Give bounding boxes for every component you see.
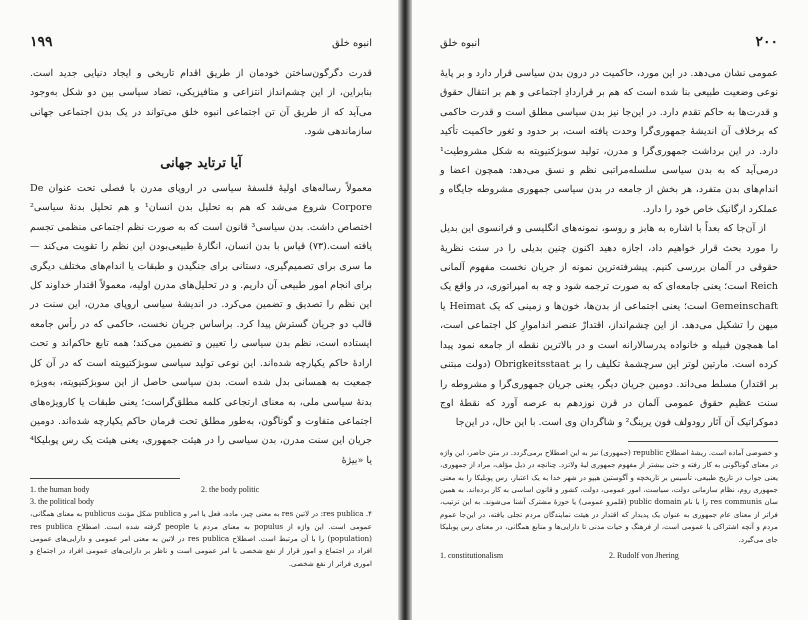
right-paragraph-1: عمومی نشان می‌دهد. در این مورد، حاکمیت در درون بدن سیاسی قرار دارد و بر پایهٔ نوعی وضعیت طبیعی بنا شده است که هم بر قراردادِ اجتماعی و هم بر انتقال حقوق و قدرت‌ها به حاکم تقدم دارد. در این‌جا نیز بدن سیاسی مطلق است و قدرت حاکمی که برخلاف آن اندیشهٔ جمهوری‌گرا وحدت یافته است، بر حدود و ثغور حاکمیت تأکید دارد. در این برداشت جمهوری‌گرا و مدرن، تولید سوبژکتیویته به شکل مشروطیت¹ درمی‌آید که به بدن سیاسی سلسله‌مراتبی نظم و نسق می‌دهد: همچون اعضا و اندام‌های بدن متفرد، هر بخش از جامعه در بدن سیاسی جمهوری مشروطه جایگاه و عملکرد ارگانیک خاص خود را دارد. bbox=[440, 68, 778, 215]
left-page-number: ۱۹۹ bbox=[30, 34, 53, 50]
left-footnote-rule bbox=[30, 478, 180, 479]
right-running-head bbox=[440, 34, 778, 50]
left-footnote-text bbox=[30, 508, 372, 570]
right-latin-footnotes bbox=[440, 550, 778, 562]
left-footnote-1: 1. the human body bbox=[30, 485, 90, 495]
left-page bbox=[0, 0, 398, 620]
right-footnote-text bbox=[440, 447, 778, 546]
right-body-text bbox=[440, 64, 778, 433]
right-footnote-2: 2. Rudolf von Jhering bbox=[609, 550, 679, 560]
left-running-title: انبوه خلق bbox=[332, 38, 372, 49]
left-intro-paragraph: قدرت دگرگون‌ساختن خودمان از طریق اقدام تاریخی و ایجاد دنیایی جدید است. بنابراین، از این چشم‌انداز انتزاعی و متافیزیکی، تضاد سیاسی بین دو شکل به‌وجود می‌آید که از طریق آن تن اجتماعی انبوه خلق می‌تواند در یک بدن اجتماعی جهانی سازماندهی شود. bbox=[30, 68, 372, 138]
right-footnote-1: 1. constitutionalism bbox=[440, 550, 504, 560]
left-footnote-4: ۴. res publica: در لاتین res به معنی چیز، ماده، فعل یا امر و publica شکل مؤنث publicus به معنای همگانی، عمومی است. این واژه از populus به معنای مردم یا people گرفته شده است. اصطلاح res publica (population) را با آن مرتبط است. اصطلاح res publica در لاتین به معنی امر عمومی و دارایی‌های عمومی افراد در اجتماع و امور قرار از نفع شخصی با امر عمومی است و ناظر بر دارایی‌های عمومی افراد در اجتماع و اموری فراتر از نفع شخصی. bbox=[30, 509, 373, 568]
right-running-title: انبوه خلق bbox=[440, 38, 480, 49]
right-footnote-rule bbox=[628, 441, 778, 442]
section-heading: آیا ترتاید جهانی bbox=[160, 155, 242, 171]
right-page-number: ۲۰۰ bbox=[755, 34, 778, 50]
left-running-head bbox=[30, 34, 372, 50]
left-body-text bbox=[30, 64, 372, 470]
book-gutter bbox=[398, 0, 412, 620]
right-page bbox=[412, 0, 808, 620]
left-latin-footnotes-row-2 bbox=[30, 496, 372, 508]
left-footnote-3: 3. the political body bbox=[30, 497, 94, 507]
right-paragraph-2: از آن‌جا که بعداً با اشاره به هابز و روسو، نمونه‌های انگلیسی و فرانسوی این بدیل را مورد بحث قرار خواهیم داد، اجازه دهید اکنون چنین بدیلی را در سنت نظریهٔ حقوقی در آلمان بررسی کنیم. پیشرفته‌ترین نمونه از جریان نخست مفهوم آلمانی Reich است؛ یعنی جامعه‌ای که به صورت ترجمه شود و چه به امپراتوری، در واقع یک Gemeinschaft است؛ یعنی اجتماعی از بدن‌ها، خون‌ها و زمینی که یک Heimat یا میهن را تشکیل می‌دهد. از این چشم‌انداز، اقتدارْ عنصر انداموارِ کل اجتماعی است، اما همچون قبیله و خانواده پدرسالارانه است و در بالاترین نقطه از جامعه نمود پیدا کرده است. مارتین لوتر این سرچشمهٔ تکلیف را بر Obrigkeitsstaat (دولت مبتنی بر اقتدار) مسلط می‌داند. دومین جریان دیگر، یعنی جریان جمهوری‌گرا و مشروطه را سنت عظیم حقوق عمومی آلمان در قرن نوزدهم به عرصه آورد که نقطهٔ اوج دموکراتیک آن آثار رودولف فون یرینگ² و شاگردان وی است. با این حال، در این‌جا bbox=[440, 223, 778, 429]
left-footnote-2: 2. the body politic bbox=[201, 485, 260, 495]
right-footnote-continued: و خصوصی آماده است. ریشهٔ اصطلاح republic (جمهوری) نیز به این اصطلاح برمی‌گردد. در متن حاضر، این واژه در معنای گوناگونی به کار رفته و حتی بیشتر از مفهوم جمهوری لیهٔ ولاتزد. چنانچه در ذیل مؤلف، مراد از جمهوری، یعنی جواب در تاریخ طبیعی، تأسیس بر تاریخچه و آگوستین هیپو در شهر خدا به یک اعتبار، رس پوبلیکا را به معنی جمهوری روم، نظام سازمانی دولت، سیاست، امور عمومی، دولت، کشور و قانون اساسی به کار برده‌اند. به همین سان res communis را با نام public domain (قلمرو عمومی) یا حوزهٔ مشترک آشنا می‌شوند. به این ترتیب، فراتر از معنای عام جمهوری به عنوان یک پدیدار که اقتدار در هیئت نمایندگان مردم تجلی یافته، در این‌جا عموم مردم و آنچه اشتراکی یا عمومی است، از فرهنگ و حیات مدنی تا دارایی‌ها و منابع همگانی، در معنای رس پوبلیکا جای می‌گیرد. bbox=[440, 447, 779, 544]
left-paragraph-1: معمولاً رساله‌های اولیهٔ فلسفهٔ سیاسی در اروپای مدرن با فصلی تحت عنوان De Corpore شروع می‌شد که هم به تحلیل بدن انسان¹ و هم تحلیل بدنهٔ سیاسی² اختصاص داشت. بدن سیاسی³ قانون است که به صورت نظم اجتماعی منظمی تجسم یافته است.(۷۳) قیاس با بدن انسان، انگارهٔ طبیعی‌بودن این نظم را تقویت می‌کند — ما سری برای تصمیم‌گیری، دستانی برای جنگیدن و طبقات یا اندام‌های مختلف دیگری برای انجام امور طبیعی آن داریم. و در تحلیل‌های مدرن اولیه، معمولاً اقتدار خداوند کل این نظم را تصدیق و تضمین می‌کرد. در اندیشهٔ سیاسی اروپای مدرن، این سنت در قالب دو جریان گسترش پیدا کرد. براساس جریان نخست، حاکمی که در رأس جامعه ایستاده است، نظم بدن سیاسی را تعیین و تضمین می‌کند؛ همه تابع حاکم‌اند و تحت ارادهٔ حاکم یکپارچه شده‌اند. این نوعی تولید سیاسی سوبژکتیویته است که در آن کل جمعیت به همسانی بدل شده است. بدن سیاسی حاصل از این سوبژکتیویته، به‌ویژه بدنهٔ سیاسی ملی، به معنای ارتجاعی کلمه مطلق‌گراست؛ یعنی طبقات یا کارویژه‌های اجتماعی متفاوت و گوناگون، به‌طور مطلق تحت فرمان حاکم یکپارچه شده‌اند. دومین جریان این سنت مدرن، بدن سیاسی را در هیئت جمهوری، یعنی هیئت یک رس پوبلیکا⁴ یا «بیژهٔ bbox=[30, 183, 373, 466]
left-latin-footnotes bbox=[30, 484, 372, 496]
